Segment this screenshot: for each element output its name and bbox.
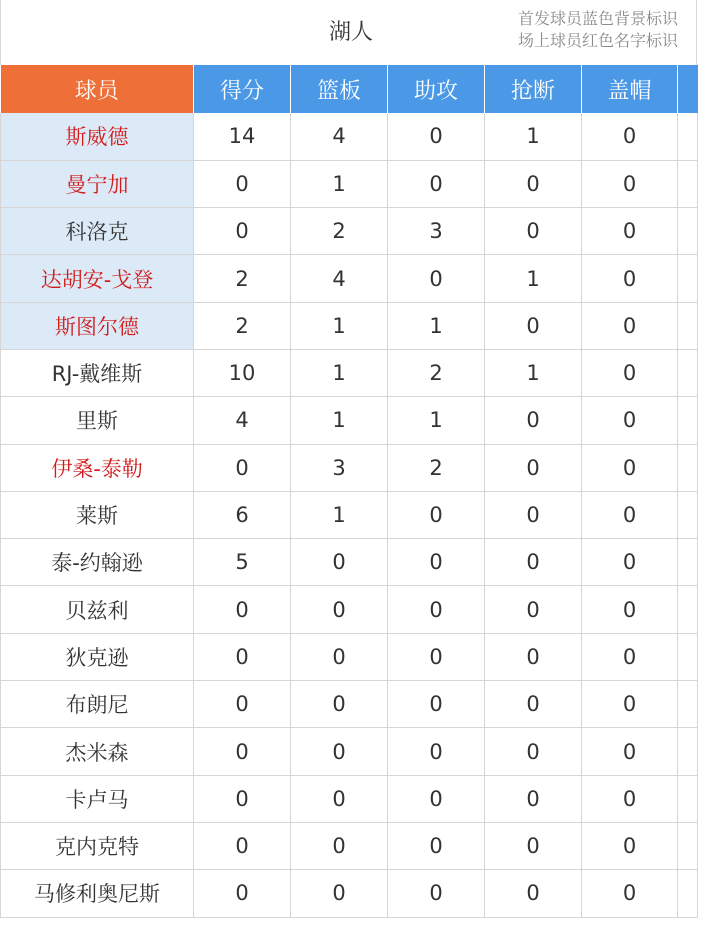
blocks-cell: 0 <box>582 208 678 255</box>
assists-cell: 0 <box>388 539 485 586</box>
blocks-cell: 0 <box>582 255 678 302</box>
player-name[interactable]: 达胡安-戈登 <box>1 255 194 302</box>
rebounds-cell: 3 <box>291 444 388 491</box>
blocks-cell: 0 <box>582 775 678 822</box>
table-header-row <box>1 65 698 113</box>
steals-cell: 1 <box>485 255 582 302</box>
steals-cell: 1 <box>485 349 582 396</box>
blocks-cell: 0 <box>582 444 678 491</box>
rebounds-cell: 0 <box>291 775 388 822</box>
steals-cell: 0 <box>485 681 582 728</box>
points-cell: 2 <box>194 302 291 349</box>
table-row[interactable] <box>1 539 698 586</box>
player-name[interactable]: 贝兹利 <box>1 586 194 633</box>
blocks-cell: 0 <box>582 349 678 396</box>
blocks-cell: 0 <box>582 539 678 586</box>
rebounds-cell: 0 <box>291 870 388 917</box>
row-spacer <box>678 208 698 255</box>
team-header <box>0 0 697 65</box>
row-spacer <box>678 302 698 349</box>
assists-cell: 1 <box>388 302 485 349</box>
rebounds-cell: 4 <box>291 113 388 160</box>
player-name[interactable]: 斯图尔德 <box>1 302 194 349</box>
table-row[interactable] <box>1 491 698 538</box>
row-spacer <box>678 633 698 680</box>
assists-cell: 0 <box>388 728 485 775</box>
column-header-assists[interactable]: 助攻 <box>388 65 485 113</box>
steals-cell: 0 <box>485 397 582 444</box>
rebounds-cell: 2 <box>291 208 388 255</box>
points-cell: 0 <box>194 633 291 680</box>
steals-cell: 0 <box>485 822 582 869</box>
blocks-cell: 0 <box>582 160 678 207</box>
row-spacer <box>678 113 698 160</box>
table-row[interactable] <box>1 349 698 396</box>
column-header-points[interactable]: 得分 <box>194 65 291 113</box>
assists-cell: 0 <box>388 160 485 207</box>
player-name[interactable]: 马修利奥尼斯 <box>1 870 194 917</box>
points-cell: 0 <box>194 870 291 917</box>
player-name[interactable]: 科洛克 <box>1 208 194 255</box>
table-row[interactable] <box>1 633 698 680</box>
points-cell: 0 <box>194 160 291 207</box>
table-row[interactable] <box>1 397 698 444</box>
table-row[interactable] <box>1 444 698 491</box>
steals-cell: 0 <box>485 633 582 680</box>
table-row[interactable] <box>1 255 698 302</box>
steals-cell: 0 <box>485 728 582 775</box>
table-row[interactable] <box>1 302 698 349</box>
row-spacer <box>678 539 698 586</box>
player-name[interactable]: 伊桑-泰勒 <box>1 444 194 491</box>
rebounds-cell: 0 <box>291 681 388 728</box>
blocks-cell: 0 <box>582 586 678 633</box>
player-name[interactable]: 克内克特 <box>1 822 194 869</box>
row-spacer <box>678 681 698 728</box>
column-header-steals[interactable]: 抢断 <box>485 65 582 113</box>
row-spacer <box>678 255 698 302</box>
steals-cell: 0 <box>485 870 582 917</box>
points-cell: 0 <box>194 728 291 775</box>
row-spacer <box>678 586 698 633</box>
row-spacer <box>678 822 698 869</box>
points-cell: 4 <box>194 397 291 444</box>
steals-cell: 0 <box>485 491 582 538</box>
points-cell: 0 <box>194 208 291 255</box>
row-spacer <box>678 349 698 396</box>
rebounds-cell: 1 <box>291 491 388 538</box>
column-header-player[interactable]: 球员 <box>1 65 194 113</box>
assists-cell: 1 <box>388 397 485 444</box>
blocks-cell: 0 <box>582 822 678 869</box>
steals-cell: 0 <box>485 444 582 491</box>
blocks-cell: 0 <box>582 397 678 444</box>
player-name[interactable]: 泰-约翰逊 <box>1 539 194 586</box>
steals-cell: 0 <box>485 586 582 633</box>
rebounds-cell: 0 <box>291 539 388 586</box>
rebounds-cell: 0 <box>291 822 388 869</box>
legend-note <box>518 8 678 52</box>
blocks-cell: 0 <box>582 302 678 349</box>
row-spacer <box>678 491 698 538</box>
player-stats-table <box>0 65 698 918</box>
blocks-cell: 0 <box>582 870 678 917</box>
steals-cell: 1 <box>485 113 582 160</box>
legend-starter-note: 首发球员蓝色背景标识 <box>517 9 678 28</box>
assists-cell: 0 <box>388 822 485 869</box>
blocks-cell: 0 <box>582 681 678 728</box>
assists-cell: 2 <box>388 349 485 396</box>
player-name[interactable]: 曼宁加 <box>1 160 194 207</box>
assists-cell: 0 <box>388 633 485 680</box>
assists-cell: 2 <box>388 444 485 491</box>
points-cell: 0 <box>194 586 291 633</box>
assists-cell: 0 <box>388 491 485 538</box>
points-cell: 2 <box>194 255 291 302</box>
points-cell: 14 <box>194 113 291 160</box>
column-header-spacer <box>678 65 698 113</box>
points-cell: 10 <box>194 349 291 396</box>
points-cell: 6 <box>194 491 291 538</box>
row-spacer <box>678 775 698 822</box>
column-header-rebounds[interactable]: 篮板 <box>291 65 388 113</box>
legend-on-court-note: 场上球员红色名字标识 <box>517 31 678 50</box>
assists-cell: 0 <box>388 775 485 822</box>
row-spacer <box>678 870 698 917</box>
player-name[interactable]: 杰米森 <box>1 728 194 775</box>
player-name[interactable]: 布朗尼 <box>1 681 194 728</box>
table-row[interactable] <box>1 775 698 822</box>
steals-cell: 0 <box>485 302 582 349</box>
row-spacer <box>678 160 698 207</box>
rebounds-cell: 1 <box>291 349 388 396</box>
table-row[interactable] <box>1 822 698 869</box>
column-header-blocks[interactable]: 盖帽 <box>582 65 678 113</box>
blocks-cell: 0 <box>582 728 678 775</box>
table-row[interactable] <box>1 870 698 917</box>
player-name[interactable]: 卡卢马 <box>1 775 194 822</box>
table-row[interactable] <box>1 681 698 728</box>
points-cell: 5 <box>194 539 291 586</box>
rebounds-cell: 1 <box>291 397 388 444</box>
player-name[interactable]: 莱斯 <box>1 491 194 538</box>
table-row[interactable] <box>1 160 698 207</box>
rebounds-cell: 4 <box>291 255 388 302</box>
table-body <box>1 113 698 917</box>
rebounds-cell: 0 <box>291 586 388 633</box>
assists-cell: 0 <box>388 870 485 917</box>
assists-cell: 3 <box>388 208 485 255</box>
steals-cell: 0 <box>485 160 582 207</box>
assists-cell: 0 <box>388 586 485 633</box>
assists-cell: 0 <box>388 681 485 728</box>
steals-cell: 0 <box>485 539 582 586</box>
player-name[interactable]: RJ-戴维斯 <box>1 349 194 396</box>
points-cell: 0 <box>194 681 291 728</box>
rebounds-cell: 1 <box>291 160 388 207</box>
team-name: 湖人 <box>328 20 373 45</box>
steals-cell: 0 <box>485 208 582 255</box>
points-cell: 0 <box>194 822 291 869</box>
table-row[interactable] <box>1 208 698 255</box>
row-spacer <box>678 728 698 775</box>
row-spacer <box>678 444 698 491</box>
points-cell: 0 <box>194 775 291 822</box>
row-spacer <box>678 397 698 444</box>
assists-cell: 0 <box>388 255 485 302</box>
player-name[interactable]: 里斯 <box>1 397 194 444</box>
table-row[interactable] <box>1 586 698 633</box>
rebounds-cell: 0 <box>291 633 388 680</box>
points-cell: 0 <box>194 444 291 491</box>
blocks-cell: 0 <box>582 113 678 160</box>
table-row[interactable] <box>1 728 698 775</box>
assists-cell: 0 <box>388 113 485 160</box>
blocks-cell: 0 <box>582 491 678 538</box>
player-name[interactable]: 狄克逊 <box>1 633 194 680</box>
player-name[interactable]: 斯威德 <box>1 113 194 160</box>
blocks-cell: 0 <box>582 633 678 680</box>
rebounds-cell: 0 <box>291 728 388 775</box>
table-row[interactable] <box>1 113 698 160</box>
steals-cell: 0 <box>485 775 582 822</box>
rebounds-cell: 1 <box>291 302 388 349</box>
